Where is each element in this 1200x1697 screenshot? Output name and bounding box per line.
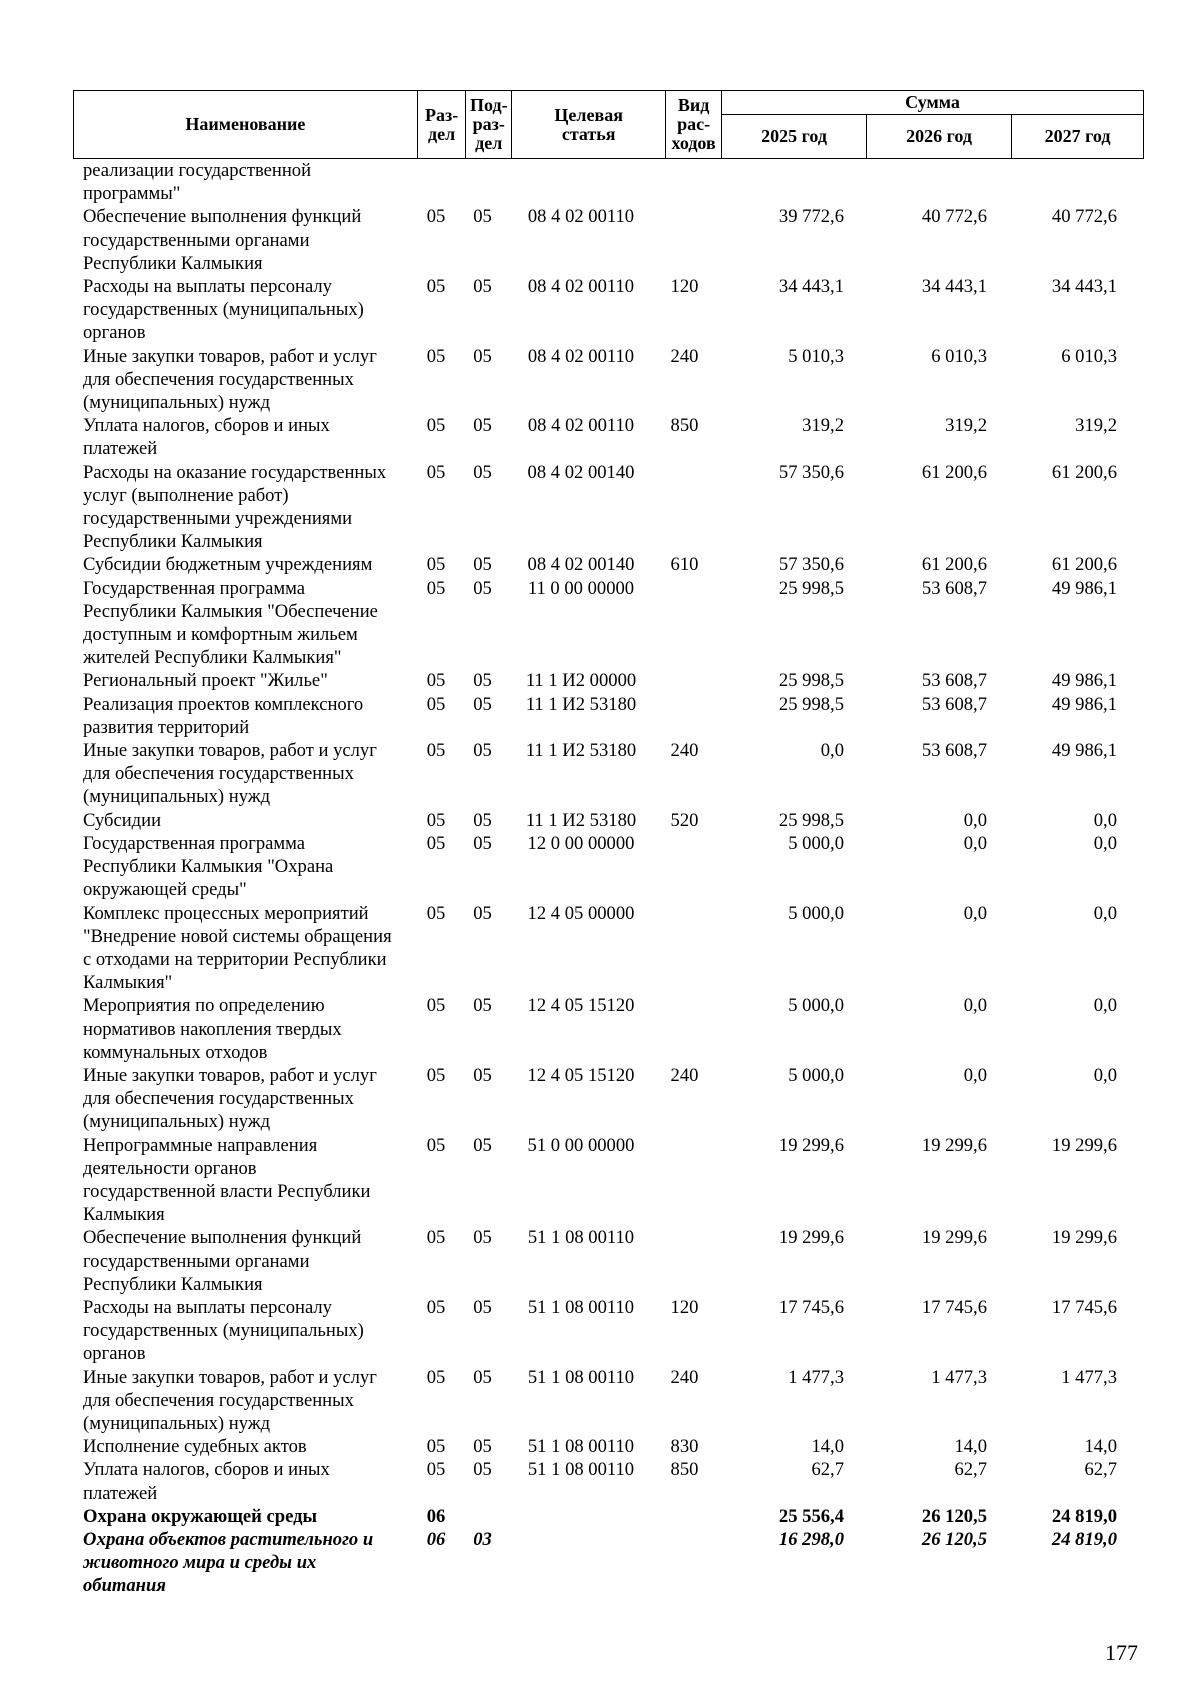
row-sum-2027: 0,0 <box>1093 832 1117 854</box>
row-name <box>73 205 412 275</box>
row-name-line: обитания <box>83 1575 166 1597</box>
row-name-line: (муниципальных) нужд <box>83 1412 271 1434</box>
row-name-line: окружающей среды" <box>83 879 247 901</box>
row-razdel: 05 <box>426 577 446 599</box>
row-name-line: платежей <box>83 438 158 460</box>
row-name-line: Мероприятия по определению <box>83 995 325 1017</box>
row-name-line: Исполнение судебных актов <box>83 1436 307 1458</box>
row-name-line: нормативов накопления твердых <box>83 1018 342 1040</box>
row-razdel: 05 <box>426 554 446 576</box>
row-name <box>73 809 412 832</box>
row-name-line: Уплата налогов, сборов и иных <box>83 415 330 437</box>
row-sum-2025: 16 298,0 <box>778 1528 844 1550</box>
row-podrazdel: 05 <box>473 345 492 367</box>
row-sum-2027: 14,0 <box>1084 1436 1117 1458</box>
row-target-article: 08 4 02 00110 <box>527 345 635 367</box>
row-name-line: платежей <box>83 1482 158 1504</box>
budget-page <box>73 90 1144 1598</box>
row-name-line: Калмыкия" <box>83 972 173 994</box>
row-podrazdel: 05 <box>473 276 492 298</box>
row-razdel: 05 <box>426 740 446 762</box>
table-header <box>73 90 1144 159</box>
row-podrazdel: 05 <box>473 809 492 831</box>
row-sum-2027: 0,0 <box>1093 995 1117 1017</box>
row-expense-type: 850 <box>670 415 699 437</box>
row-sum-2027: 61 200,6 <box>1051 461 1117 483</box>
row-name-line: Республики Калмыкия <box>83 252 263 274</box>
row-name <box>73 1435 412 1458</box>
row-sum-2026: 40 772,6 <box>921 206 987 228</box>
row-sum-2025: 319,2 <box>802 415 844 437</box>
row-podrazdel: 05 <box>473 1296 492 1318</box>
table-row <box>73 832 1144 902</box>
row-sum-2025: 0,0 <box>820 740 844 762</box>
table-row <box>73 275 1144 345</box>
table-row <box>73 693 1144 739</box>
row-podrazdel: 05 <box>473 1134 492 1156</box>
row-podrazdel: 05 <box>473 1436 492 1458</box>
row-name <box>73 1505 412 1528</box>
row-podrazdel: 05 <box>473 902 492 924</box>
row-expense-type: 520 <box>670 809 699 831</box>
row-podrazdel: 05 <box>473 832 492 854</box>
row-sum-2027: 34 443,1 <box>1051 276 1117 298</box>
row-target-article: 51 1 08 00110 <box>527 1227 635 1249</box>
table-row <box>73 577 1144 670</box>
row-sum-2027: 0,0 <box>1093 1064 1117 1086</box>
row-sum-2025: 34 443,1 <box>778 276 844 298</box>
row-sum-2026: 53 608,7 <box>921 740 987 762</box>
row-name-line: Непрограммные направления <box>83 1134 318 1156</box>
row-name-line: государственными органами <box>83 229 310 251</box>
row-name <box>73 1134 412 1227</box>
table-row <box>73 669 1144 692</box>
row-sum-2026: 61 200,6 <box>921 461 987 483</box>
row-name-line: для обеспечения государственных <box>83 763 354 785</box>
row-razdel: 05 <box>426 206 446 228</box>
row-razdel: 05 <box>426 345 446 367</box>
row-sum-2026: 0,0 <box>963 832 987 854</box>
row-sum-2025: 5 000,0 <box>788 1064 844 1086</box>
row-sum-2026: 17 745,6 <box>921 1296 987 1318</box>
row-name-line: Республики Калмыкия "Обеспечение <box>83 600 378 622</box>
row-name <box>73 832 412 902</box>
row-name-line: Республики Калмыкия "Охрана <box>83 856 334 878</box>
row-name-line: Обеспечение выполнения функций <box>83 1227 362 1249</box>
row-podrazdel: 05 <box>473 740 492 762</box>
row-target-article: 11 1 И2 53180 <box>525 693 637 715</box>
row-target-article: 51 1 08 00110 <box>527 1436 635 1458</box>
row-sum-2027: 61 200,6 <box>1051 554 1117 576</box>
row-expense-type: 240 <box>670 345 699 367</box>
row-name-line: Региональный проект "Жилье" <box>83 670 328 692</box>
row-name-line: животного мира и среды их <box>83 1552 317 1574</box>
row-name-line: (муниципальных) нужд <box>83 786 271 808</box>
row-podrazdel: 05 <box>473 415 492 437</box>
row-name-line: государственными органами <box>83 1250 310 1272</box>
table-row <box>73 1226 1144 1296</box>
row-expense-type: 850 <box>670 1459 699 1481</box>
row-sum-2027: 6 010,3 <box>1061 345 1117 367</box>
row-name-line: Комплекс процессных мероприятий <box>83 902 369 924</box>
row-podrazdel: 03 <box>473 1528 492 1550</box>
row-name-line: деятельности органов <box>83 1157 257 1179</box>
row-name-line: Государственная программа <box>83 832 306 854</box>
row-razdel: 05 <box>426 1296 446 1318</box>
row-razdel: 05 <box>426 1459 446 1481</box>
row-sum-2026: 319,2 <box>945 415 987 437</box>
table-body <box>73 159 1144 1598</box>
row-razdel: 06 <box>426 1528 446 1550</box>
row-name <box>73 1064 412 1134</box>
row-sum-2026: 19 299,6 <box>921 1227 987 1249</box>
row-name-line: (муниципальных) нужд <box>83 1111 271 1133</box>
table-row <box>73 553 1144 576</box>
row-target-article: 11 1 И2 53180 <box>525 809 637 831</box>
row-target-article: 12 0 00 00000 <box>527 832 635 854</box>
row-target-article: 51 1 08 00110 <box>527 1459 635 1481</box>
row-sum-2025: 25 998,5 <box>778 577 844 599</box>
row-name <box>73 1226 412 1296</box>
row-target-article: 11 1 И2 00000 <box>525 670 637 692</box>
row-name-line: Субсидии <box>83 809 162 831</box>
table-row <box>73 739 1144 809</box>
row-name <box>73 739 412 809</box>
row-sum-2025: 62,7 <box>811 1459 844 1481</box>
row-sum-2026: 26 120,5 <box>921 1505 987 1527</box>
row-name-line: Республики Калмыкия <box>83 1273 263 1295</box>
header-year-2025: 2025 год <box>722 115 867 159</box>
row-sum-2026: 0,0 <box>963 809 987 831</box>
row-name-line: Обеспечение выполнения функций <box>83 206 362 228</box>
row-name <box>73 1458 412 1504</box>
row-name <box>73 1528 412 1598</box>
row-razdel: 05 <box>426 1227 446 1249</box>
row-sum-2027: 319,2 <box>1075 415 1117 437</box>
row-sum-2025: 5 010,3 <box>788 345 844 367</box>
row-name <box>73 902 412 995</box>
row-name-line: Расходы на оказание государственных <box>83 461 387 483</box>
row-sum-2026: 62,7 <box>954 1459 987 1481</box>
row-target-article: 51 0 00 00000 <box>527 1134 635 1156</box>
row-podrazdel: 05 <box>473 554 492 576</box>
row-sum-2027: 49 986,1 <box>1051 670 1117 692</box>
table-row <box>73 809 1144 832</box>
row-sum-2025: 25 998,5 <box>778 670 844 692</box>
row-sum-2027: 49 986,1 <box>1051 693 1117 715</box>
row-razdel: 05 <box>426 995 446 1017</box>
row-name <box>73 275 412 345</box>
table-row <box>73 1064 1144 1134</box>
header-expense-type: Вид рас- ходов <box>666 91 722 159</box>
row-name-line: Калмыкия <box>83 1204 165 1226</box>
row-sum-2026: 19 299,6 <box>921 1134 987 1156</box>
row-name-line: органов <box>83 1343 146 1365</box>
header-name: Наименование <box>74 91 418 159</box>
row-target-article: 11 1 И2 53180 <box>525 740 637 762</box>
row-razdel: 05 <box>426 276 446 298</box>
row-name-line: Реализация проектов комплексного <box>83 693 364 715</box>
row-target-article: 12 4 05 15120 <box>527 995 635 1017</box>
row-expense-type: 240 <box>670 1064 699 1086</box>
row-sum-2027: 1 477,3 <box>1061 1366 1117 1388</box>
row-podrazdel: 05 <box>473 1064 492 1086</box>
row-name-line: Расходы на выплаты персоналу <box>83 1296 332 1318</box>
row-target-article: 12 4 05 00000 <box>527 902 635 924</box>
row-name <box>73 1366 412 1436</box>
row-sum-2027: 19 299,6 <box>1051 1227 1117 1249</box>
row-sum-2026: 0,0 <box>963 995 987 1017</box>
row-name-line: органов <box>83 322 146 344</box>
row-sum-2025: 39 772,6 <box>778 206 844 228</box>
row-name-line: жителей Республики Калмыкия" <box>83 647 342 669</box>
row-name-line: Охрана объектов растительного и <box>83 1528 374 1550</box>
row-sum-2026: 53 608,7 <box>921 577 987 599</box>
header-year-2027: 2027 год <box>1012 115 1144 159</box>
header-podrazdel: Под- раз- дел <box>466 91 512 159</box>
row-sum-2025: 14,0 <box>811 1436 844 1458</box>
row-name-line: коммунальных отходов <box>83 1041 268 1063</box>
row-name-line: для обеспечения государственных <box>83 1088 354 1110</box>
table-row <box>73 461 1144 554</box>
row-sum-2026: 61 200,6 <box>921 554 987 576</box>
row-razdel: 05 <box>426 461 446 483</box>
row-name-line: услуг (выполнение работ) <box>83 484 289 506</box>
row-podrazdel: 05 <box>473 1366 492 1388</box>
row-sum-2027: 49 986,1 <box>1051 740 1117 762</box>
row-target-article: 08 4 02 00140 <box>527 461 635 483</box>
row-sum-2027: 24 819,0 <box>1051 1505 1117 1527</box>
row-sum-2025: 25 998,5 <box>778 809 844 831</box>
row-sum-2025: 17 745,6 <box>778 1296 844 1318</box>
row-name-line: Расходы на выплаты персоналу <box>83 276 332 298</box>
table-row <box>73 205 1144 275</box>
row-razdel: 05 <box>426 693 446 715</box>
header-year-2026: 2026 год <box>867 115 1012 159</box>
row-podrazdel: 05 <box>473 1227 492 1249</box>
row-expense-type: 240 <box>670 1366 699 1388</box>
row-sum-2027: 19 299,6 <box>1051 1134 1117 1156</box>
table-row <box>73 345 1144 415</box>
row-sum-2027: 49 986,1 <box>1051 577 1117 599</box>
row-sum-2026: 53 608,7 <box>921 670 987 692</box>
row-sum-2025: 57 350,6 <box>778 461 844 483</box>
row-sum-2026: 34 443,1 <box>921 276 987 298</box>
row-sum-2025: 57 350,6 <box>778 554 844 576</box>
row-expense-type: 120 <box>670 276 699 298</box>
table-row <box>73 1134 1144 1227</box>
table-row <box>73 1366 1144 1436</box>
row-sum-2025: 19 299,6 <box>778 1134 844 1156</box>
row-name-line: развития территорий <box>83 716 250 738</box>
row-sum-2026: 0,0 <box>963 902 987 924</box>
row-sum-2027: 0,0 <box>1093 809 1117 831</box>
table-row <box>73 994 1144 1064</box>
row-expense-type: 830 <box>670 1436 699 1458</box>
row-name-line: государственной власти Республики <box>83 1180 371 1202</box>
row-razdel: 05 <box>426 1064 446 1086</box>
row-sum-2026: 26 120,5 <box>921 1528 987 1550</box>
table-row <box>73 1296 1144 1366</box>
row-target-article: 12 4 05 15120 <box>527 1064 635 1086</box>
row-sum-2026: 1 477,3 <box>931 1366 987 1388</box>
row-name-line: Иные закупки товаров, работ и услуг <box>83 345 377 367</box>
row-sum-2025: 5 000,0 <box>788 832 844 854</box>
row-sum-2027: 17 745,6 <box>1051 1296 1117 1318</box>
row-podrazdel: 05 <box>473 995 492 1017</box>
row-sum-2027: 40 772,6 <box>1051 206 1117 228</box>
row-name-line: Охрана окружающей среды <box>83 1505 318 1527</box>
row-name <box>73 577 412 670</box>
row-name-line: Уплата налогов, сборов и иных <box>83 1459 330 1481</box>
row-sum-2025: 25 998,5 <box>778 693 844 715</box>
row-podrazdel: 05 <box>473 577 492 599</box>
row-podrazdel: 05 <box>473 670 492 692</box>
row-sum-2026: 0,0 <box>963 1064 987 1086</box>
row-name-line: доступным и комфортным жильем <box>83 624 358 646</box>
page-number: 177 <box>1105 1640 1138 1665</box>
row-name-line: с отходами на территории Республики <box>83 948 387 970</box>
row-sum-2025: 5 000,0 <box>788 995 844 1017</box>
row-name-line: Иные закупки товаров, работ и услуг <box>83 1064 377 1086</box>
row-name-line: реализации государственной <box>83 160 312 181</box>
row-target-article: 51 1 08 00110 <box>527 1296 635 1318</box>
row-expense-type: 120 <box>670 1296 699 1318</box>
row-name-line: для обеспечения государственных <box>83 368 354 390</box>
row-sum-2027: 62,7 <box>1084 1459 1117 1481</box>
row-razdel: 05 <box>426 1436 446 1458</box>
row-name-line: Республики Калмыкия <box>83 531 263 553</box>
row-name <box>73 159 412 205</box>
row-podrazdel: 05 <box>473 1459 492 1481</box>
row-razdel: 05 <box>426 415 446 437</box>
row-name-line: (муниципальных) нужд <box>83 392 271 414</box>
row-target-article: 11 0 00 00000 <box>527 577 635 599</box>
row-expense-type: 240 <box>670 740 699 762</box>
row-sum-2025: 5 000,0 <box>788 902 844 924</box>
row-podrazdel: 05 <box>473 693 492 715</box>
table-row <box>73 1458 1144 1504</box>
row-sum-2026: 6 010,3 <box>931 345 987 367</box>
row-razdel: 05 <box>426 809 446 831</box>
row-sum-2026: 53 608,7 <box>921 693 987 715</box>
table-row <box>73 1528 1144 1598</box>
row-razdel: 05 <box>426 670 446 692</box>
row-name <box>73 461 412 554</box>
header-sum: Сумма <box>722 91 1144 115</box>
row-sum-2025: 25 556,4 <box>778 1505 844 1527</box>
row-target-article: 08 4 02 00140 <box>527 554 635 576</box>
row-target-article: 08 4 02 00110 <box>527 415 635 437</box>
row-name-line: Субсидии бюджетным учреждениям <box>83 554 373 576</box>
row-name-line: государственных (муниципальных) <box>83 1320 364 1342</box>
row-name <box>73 345 412 415</box>
row-podrazdel: 05 <box>473 206 492 228</box>
row-name-line: для обеспечения государственных <box>83 1389 354 1411</box>
row-name <box>73 553 412 576</box>
row-name-line: Иные закупки товаров, работ и услуг <box>83 1366 377 1388</box>
row-podrazdel: 05 <box>473 461 492 483</box>
row-name <box>73 1296 412 1366</box>
row-razdel: 06 <box>426 1505 446 1527</box>
row-name <box>73 693 412 739</box>
row-target-article: 51 1 08 00110 <box>527 1366 635 1388</box>
row-name-line: Иные закупки товаров, работ и услуг <box>83 740 377 762</box>
row-target-article: 08 4 02 00110 <box>527 206 635 228</box>
row-name-line: государственных (муниципальных) <box>83 299 364 321</box>
row-sum-2025: 19 299,6 <box>778 1227 844 1249</box>
table-row <box>73 1435 1144 1458</box>
row-name <box>73 669 412 692</box>
row-sum-2025: 1 477,3 <box>788 1366 844 1388</box>
row-name-line: "Внедрение новой системы обращения <box>83 925 392 947</box>
row-sum-2026: 14,0 <box>954 1436 987 1458</box>
row-razdel: 05 <box>426 832 446 854</box>
table-row <box>73 902 1144 995</box>
table-row <box>73 159 1144 205</box>
header-target-article: Целевая статья <box>512 91 666 159</box>
row-name-line: программы" <box>83 183 181 205</box>
header-razdel: Раз- дел <box>417 91 466 159</box>
row-razdel: 05 <box>426 902 446 924</box>
row-razdel: 05 <box>426 1366 446 1388</box>
row-sum-2027: 0,0 <box>1093 902 1117 924</box>
row-name-line: Государственная программа <box>83 577 306 599</box>
table-row <box>73 1505 1144 1528</box>
row-sum-2027: 24 819,0 <box>1051 1528 1117 1550</box>
row-name <box>73 414 412 460</box>
row-name <box>73 994 412 1064</box>
row-razdel: 05 <box>426 1134 446 1156</box>
table-row <box>73 414 1144 460</box>
row-name-line: государственными учреждениями <box>83 508 353 530</box>
row-expense-type: 610 <box>670 554 699 576</box>
row-target-article: 08 4 02 00110 <box>527 276 635 298</box>
